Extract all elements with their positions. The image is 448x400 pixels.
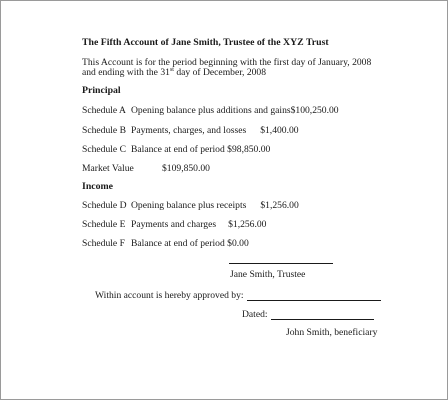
market-value-amount: $109,850.00: [162, 163, 210, 174]
schedule-row-e: [82, 219, 266, 230]
period-text-line1: This Account is for the period beginning with the first day of January, 2008: [82, 57, 372, 68]
approval-row: [95, 290, 381, 301]
schedule-amount: $100,250.00: [290, 105, 339, 116]
market-value-label: Market Value: [82, 163, 134, 174]
approval-signature-line: [247, 291, 381, 301]
period-text-line2-start: and ending with the 31: [82, 67, 170, 78]
schedule-description: Balance at end of period: [131, 144, 225, 155]
trustee-signature-name: Jane Smith, Trustee: [230, 269, 306, 280]
schedule-amount: $1,256.00: [228, 219, 267, 230]
ordinal-suffix: st: [169, 67, 174, 73]
schedule-label: Schedule B: [82, 125, 126, 136]
schedule-row-b: [82, 125, 299, 136]
income-heading: Income: [82, 181, 114, 192]
schedule-row-f: [82, 238, 249, 249]
schedule-description: Payments, charges, and losses: [131, 125, 247, 136]
schedule-description: Balance at end of period: [131, 238, 225, 249]
schedule-description: Opening balance plus receipts: [131, 200, 247, 211]
schedule-row-d: [82, 200, 299, 211]
schedule-description: Opening balance plus additions and gains: [131, 105, 291, 116]
beneficiary-signature-name: John Smith, beneficiary: [286, 327, 378, 338]
document-title: The Fifth Account of Jane Smith, Trustee of the XYZ Trust: [82, 37, 329, 48]
dated-label: Dated:: [242, 309, 268, 320]
schedule-amount: $1,400.00: [260, 125, 299, 136]
approval-text: Within account is hereby approved by:: [95, 290, 244, 301]
schedule-amount: $1,256.00: [260, 200, 299, 211]
schedule-amount: $0.00: [227, 238, 249, 249]
dated-row: [242, 309, 374, 320]
schedule-row-c: [82, 144, 270, 155]
dated-line: [271, 310, 374, 320]
schedule-label: Schedule A: [82, 105, 126, 116]
schedule-row-a: [82, 105, 339, 116]
period-text-line2: [82, 67, 266, 78]
schedule-label: Schedule F: [82, 238, 125, 249]
period-text-line2-end: day of December, 2008: [173, 67, 267, 78]
schedule-amount: $98,850.00: [227, 144, 271, 155]
market-value-row: [82, 163, 210, 174]
schedule-label: Schedule E: [82, 219, 126, 230]
schedule-description: Payments and charges: [131, 219, 217, 230]
schedule-label: Schedule C: [82, 144, 126, 155]
trustee-signature-line: [229, 263, 333, 264]
schedule-label: Schedule D: [82, 200, 127, 211]
principal-heading: Principal: [82, 85, 121, 96]
